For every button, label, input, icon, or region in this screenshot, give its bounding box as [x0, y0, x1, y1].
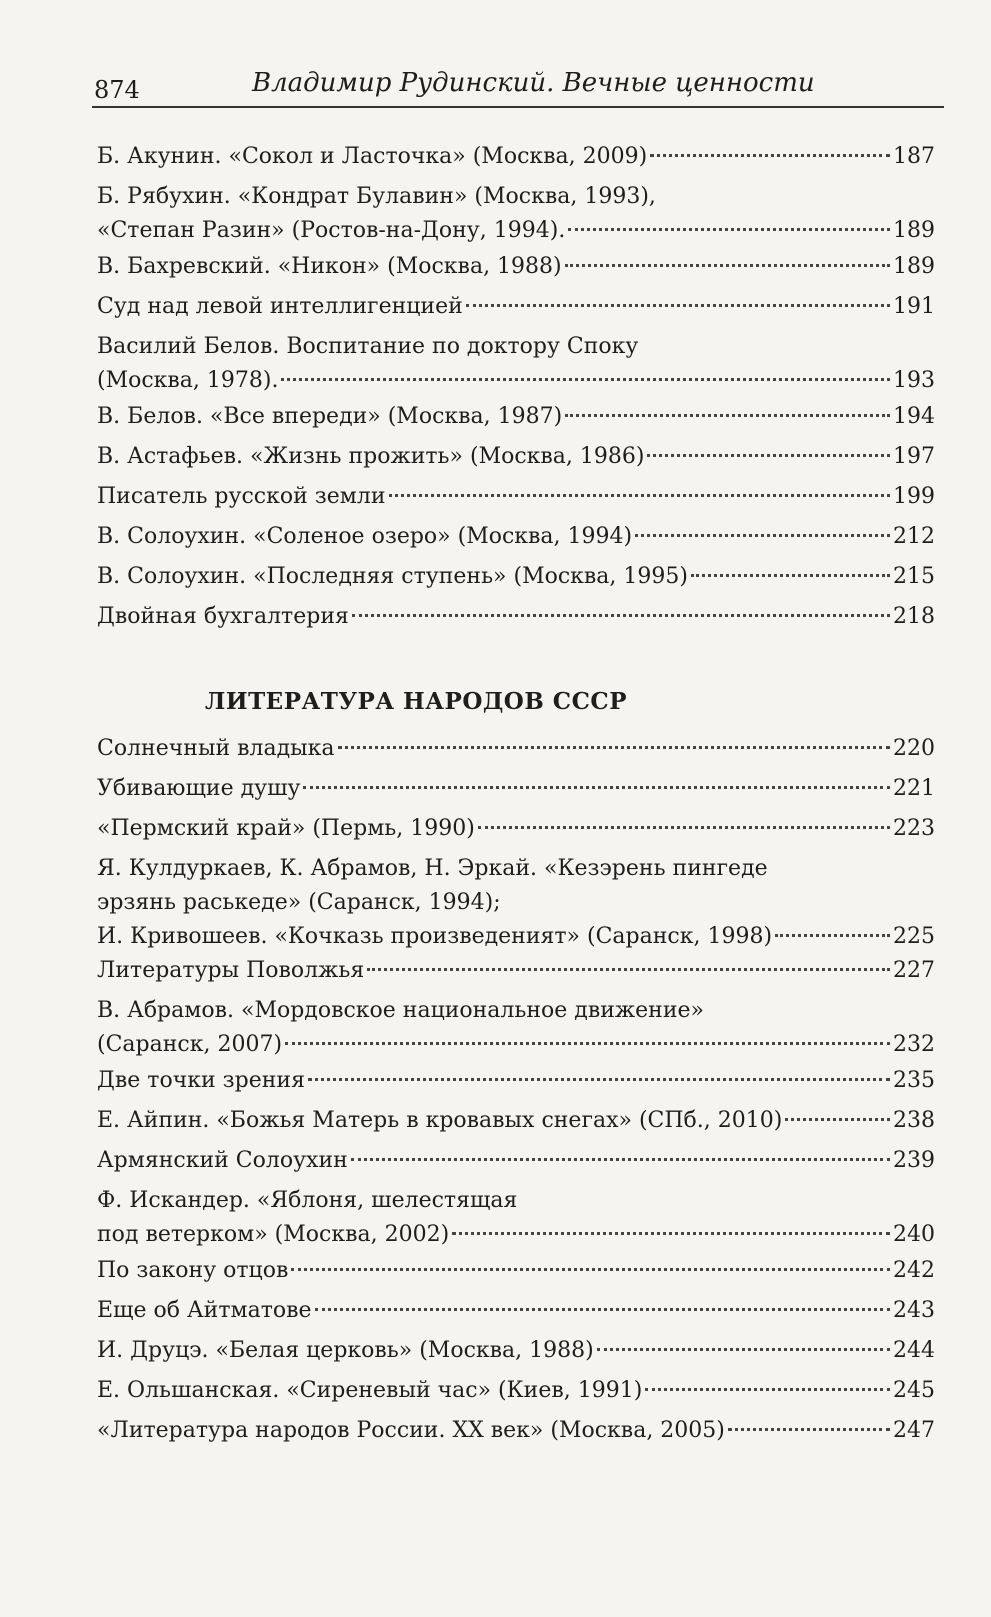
toc-entry-title: (Москва, 1978). [97, 368, 279, 393]
dot-leader [650, 154, 890, 157]
toc-entry [97, 772, 935, 806]
toc-entry [97, 994, 935, 1062]
toc-entry [97, 812, 935, 846]
toc-entry-row [97, 214, 935, 248]
dot-leader [352, 614, 890, 617]
toc-entry [97, 600, 935, 634]
toc-entry-page: 227 [893, 958, 935, 983]
toc-entry-row [97, 1294, 935, 1328]
toc-entry-title: Убивающие душу [97, 776, 301, 801]
toc-entry-row [97, 290, 935, 324]
toc-entry [97, 140, 935, 174]
toc-entry-title: И. Кривошеев. «Кочказь произведеният» (Саранск, 1998) [97, 924, 773, 949]
toc-entry [97, 560, 935, 594]
dot-leader [565, 264, 890, 267]
toc-entry-title: «Степан Разин» (Ростов-на-Дону, 1994). [97, 218, 566, 243]
toc-entry-title: По закону отцов [97, 1258, 289, 1283]
toc-entry [97, 180, 935, 248]
toc-entry [97, 852, 935, 954]
toc-entry-page: 232 [893, 1032, 935, 1057]
toc-entry-row [97, 920, 935, 954]
toc-entry-line: Василий Белов. Воспитание по доктору Споку [97, 334, 639, 359]
toc-entry-row [97, 250, 935, 284]
toc-entry [97, 1144, 935, 1178]
toc-entry-title: Б. Акунин. «Сокол и Ласточка» (Москва, 2009) [97, 144, 648, 169]
toc-entry-page: 220 [893, 736, 935, 761]
toc-entry-page: 242 [893, 1258, 935, 1283]
toc-entry-page: 221 [893, 776, 935, 801]
dot-leader [645, 1388, 890, 1391]
toc-entry-title: Солнечный владыка [97, 736, 335, 761]
dot-leader [691, 574, 890, 577]
toc-entry-row [97, 480, 935, 514]
toc-entry [97, 1254, 935, 1288]
dot-leader [452, 1232, 890, 1235]
dot-leader [728, 1428, 890, 1431]
toc-entry-row [97, 364, 935, 398]
toc-entry-page: 218 [893, 604, 935, 629]
toc-entry-page: 239 [893, 1148, 935, 1173]
dot-leader [291, 1268, 890, 1271]
toc-entry [97, 520, 935, 554]
toc-entry [97, 732, 935, 766]
toc-entry-title: «Литература народов России. XX век» (Москва, 2005) [97, 1418, 725, 1443]
toc-entry-row [97, 1374, 935, 1408]
toc-entry-page: 245 [893, 1378, 935, 1403]
toc-entry-page: 225 [893, 924, 935, 949]
toc-entry-row [97, 440, 935, 474]
toc-entry-page: 194 [893, 404, 935, 429]
dot-leader [466, 304, 890, 307]
toc-entry [97, 954, 935, 988]
toc-entry-row [97, 520, 935, 554]
toc-entry [97, 1294, 935, 1328]
toc-entry-title: «Пермский край» (Пермь, 1990) [97, 816, 475, 841]
toc-entry-line: Б. Рябухин. «Кондрат Булавин» (Москва, 1993), [97, 184, 656, 209]
toc-entry-title: Суд над левой интеллигенцией [97, 294, 463, 319]
toc-entry [97, 1334, 935, 1368]
toc-entry-page: 238 [893, 1108, 935, 1133]
toc-entry-title: Еще об Айтматове [97, 1298, 312, 1323]
dot-leader [281, 378, 890, 381]
toc-entry-title: под ветерком» (Москва, 2002) [97, 1222, 450, 1247]
toc-entry-title: Армянский Солоухин [97, 1148, 348, 1173]
page-header [92, 66, 944, 108]
toc-entry-title: (Саранск, 2007) [97, 1032, 283, 1057]
toc-entry-row [97, 560, 935, 594]
toc-entry-page: 215 [893, 564, 935, 589]
toc-entry [97, 1104, 935, 1138]
toc-entry-row [97, 954, 935, 988]
toc-entry-row [97, 1414, 935, 1448]
toc-entry-page: 243 [893, 1298, 935, 1323]
toc-entry [97, 330, 935, 398]
toc-entry-page: 235 [893, 1068, 935, 1093]
dot-leader [775, 934, 890, 937]
toc-entry-page: 244 [893, 1338, 935, 1363]
toc-entry-row [97, 772, 935, 806]
toc-entry-row [97, 812, 935, 846]
toc-entry [97, 250, 935, 284]
toc-entry-page: 197 [893, 444, 935, 469]
toc-entry-row [97, 1254, 935, 1288]
toc-entry [97, 480, 935, 514]
toc-entry [97, 1184, 935, 1252]
toc-entry-page: 191 [893, 294, 935, 319]
toc-entry-page: 240 [893, 1222, 935, 1247]
toc-entry-row [97, 1218, 935, 1252]
toc-entry [97, 290, 935, 324]
toc-entry-line: Ф. Искандер. «Яблоня, шелестящая [97, 1188, 518, 1213]
dot-leader [389, 494, 890, 497]
toc-entry-title: В. Солоухин. «Соленое озеро» (Москва, 1994) [97, 524, 633, 549]
toc-entry-row [97, 600, 935, 634]
toc-entry-page: 189 [893, 218, 935, 243]
toc-entry [97, 440, 935, 474]
dot-leader [303, 786, 890, 789]
toc-entry-row [97, 400, 935, 434]
dot-leader [568, 228, 890, 231]
toc-entry-page: 223 [893, 816, 935, 841]
page-number: 874 [94, 76, 140, 104]
dot-leader [351, 1158, 890, 1161]
toc-entry-title: И. Друцэ. «Белая церковь» (Москва, 1988) [97, 1338, 594, 1363]
dot-leader [367, 968, 890, 971]
dot-leader [647, 454, 890, 457]
dot-leader [785, 1118, 890, 1121]
toc-entry-title: Е. Ольшанская. «Сиреневый час» (Киев, 1991) [97, 1378, 643, 1403]
toc-entry-row [97, 140, 935, 174]
toc-entry-page: 193 [893, 368, 935, 393]
dot-leader [478, 826, 890, 829]
section-title: ЛИТЕРАТУРА НАРОДОВ СССР [205, 688, 627, 715]
toc-entry-row [97, 1028, 935, 1062]
toc-entry-row [97, 1144, 935, 1178]
dot-leader [565, 414, 890, 417]
running-title: Владимир Рудинский. Вечные ценности [252, 68, 815, 98]
dot-leader [315, 1308, 890, 1311]
toc-entry-page: 189 [893, 254, 935, 279]
dot-leader [308, 1078, 890, 1081]
toc-entry-title: Литературы Поволжья [97, 958, 365, 983]
toc-entry-page: 247 [893, 1418, 935, 1443]
toc-entry-row [97, 732, 935, 766]
toc-entry-title: Е. Айпин. «Божья Матерь в кровавых снегах» (СПб., 2010) [97, 1108, 783, 1133]
toc-entry-line: эрзянь раськеде» (Саранск, 1994); [97, 890, 501, 915]
toc-entry-page: 199 [893, 484, 935, 509]
dot-leader [635, 534, 890, 537]
toc-entry-row [97, 1334, 935, 1368]
toc-entry [97, 400, 935, 434]
dot-leader [597, 1348, 890, 1351]
toc-entry-title: В. Бахревский. «Никон» (Москва, 1988) [97, 254, 562, 279]
toc-entry-row [97, 1064, 935, 1098]
dot-leader [338, 746, 890, 749]
toc-entry-line: Я. Кулдуркаев, К. Абрамов, Н. Эркай. «Кезэрень пингеде [97, 856, 768, 881]
dot-leader [285, 1042, 890, 1045]
toc-entry-line: В. Абрамов. «Мордовское национальное движение» [97, 998, 704, 1023]
toc-entry-row [97, 1104, 935, 1138]
toc-entry [97, 1374, 935, 1408]
toc-entry-title: Две точки зрения [97, 1068, 305, 1093]
toc-entry-title: Писатель русской земли [97, 484, 386, 509]
toc-entry-title: В. Солоухин. «Последняя ступень» (Москва, 1995) [97, 564, 688, 589]
toc-entry [97, 1414, 935, 1448]
toc-entry [97, 1064, 935, 1098]
toc-entry-page: 212 [893, 524, 935, 549]
toc-entry-page: 187 [893, 144, 935, 169]
toc-entry-title: Двойная бухгалтерия [97, 604, 349, 629]
toc-entry-title: В. Белов. «Все впереди» (Москва, 1987) [97, 404, 563, 429]
toc-entry-title: В. Астафьев. «Жизнь прожить» (Москва, 1986) [97, 444, 645, 469]
